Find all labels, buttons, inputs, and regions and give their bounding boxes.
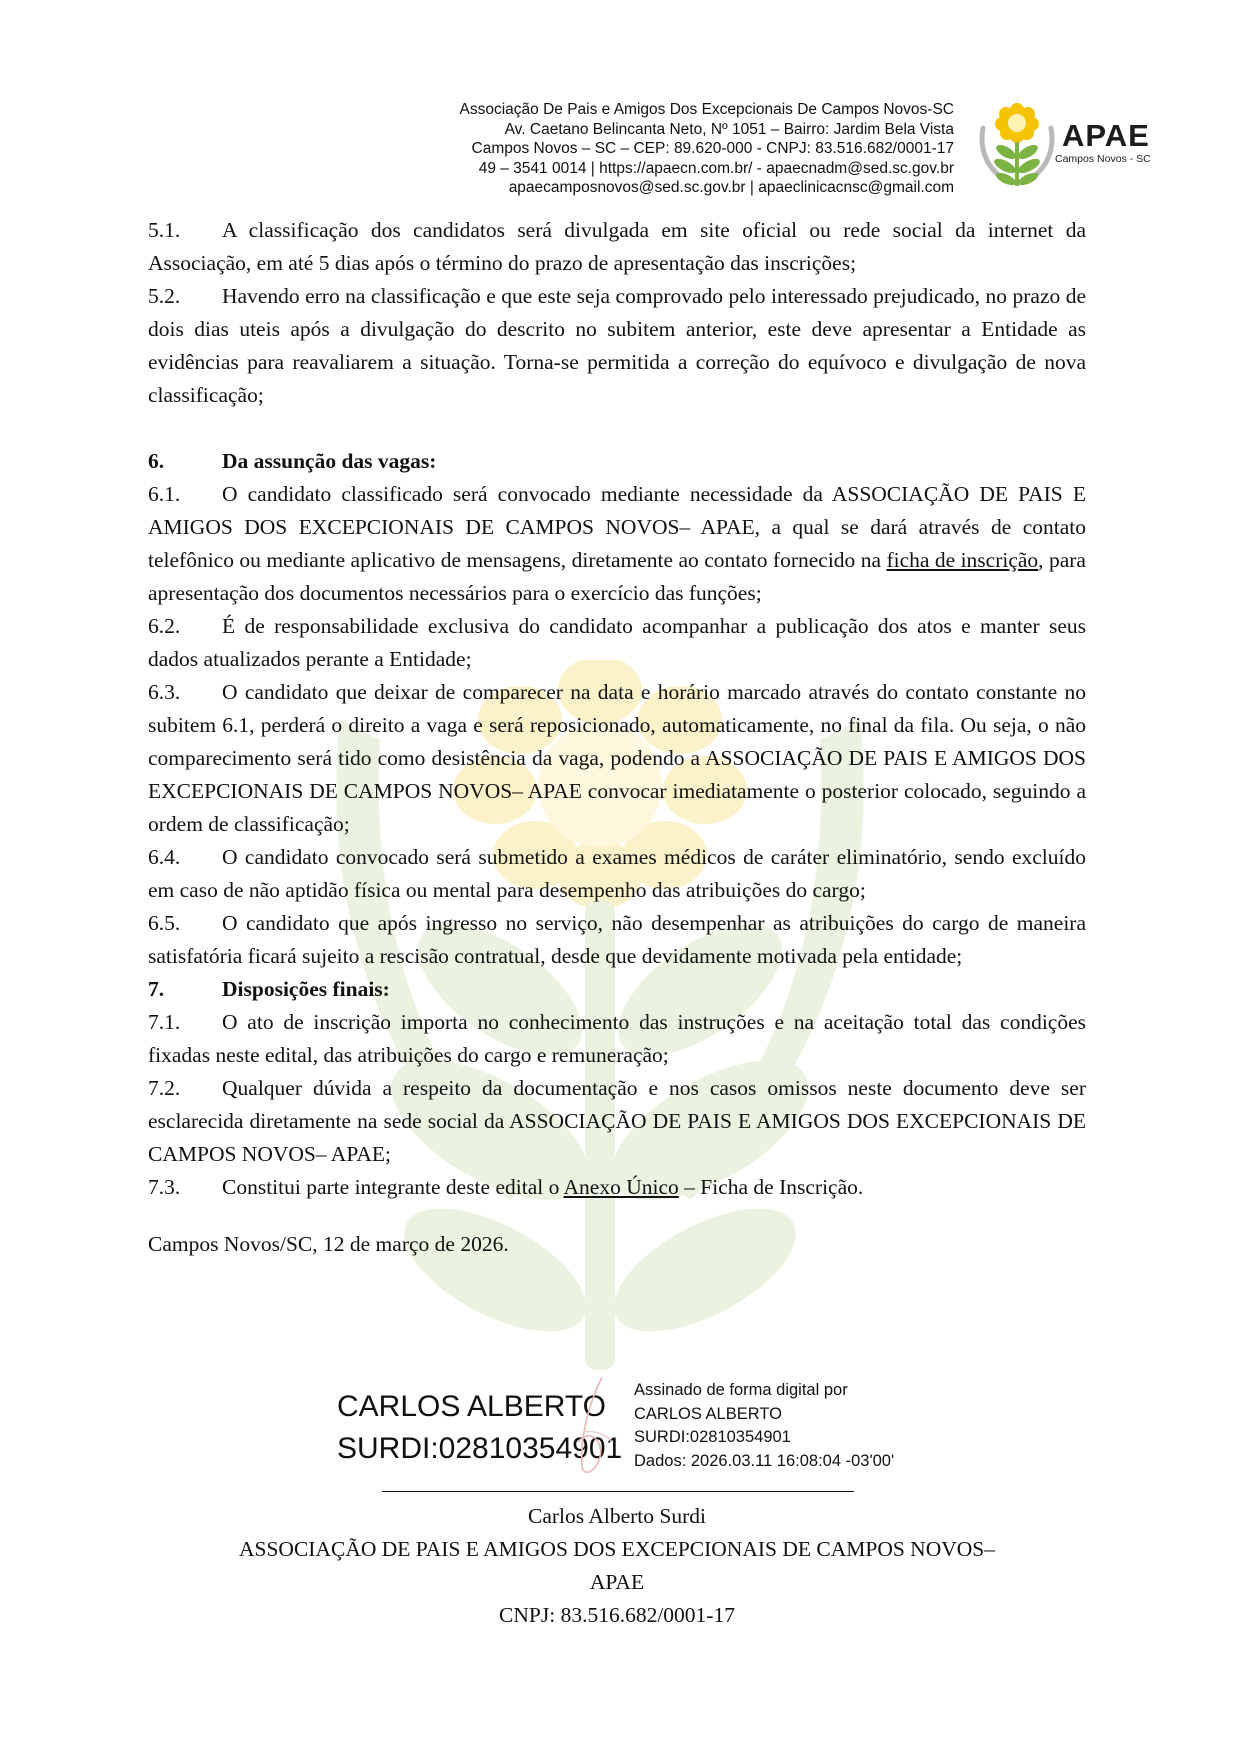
section-title: Da assunção das vagas:: [222, 449, 437, 473]
clause-number: 6.4.: [148, 845, 181, 869]
clause-7-1: [148, 1006, 1086, 1072]
date-line: Campos Novos/SC, 12 de março de 2026.: [148, 1232, 509, 1256]
clause-text: Qualquer dúvida a respeito da documentação e nos casos omissos neste documento deve ser esclarecida diretamente na sede social da ASSOCIAÇÃO DE PAIS E AMIGOS DOS EXCEPCIONAIS DE CAMPOS NOVOS– APAE;: [148, 1076, 1086, 1166]
section-6-heading: [148, 445, 1086, 478]
clause-text: O candidato que deixar de comparecer na data e horário marcado através do contato constante no subitem 6.1, perderá o direito a vaga e será reposicionado, automaticamente, no final da fila. Ou seja, o não comparecimento será tido como desistência da vaga, podendo a ASSOCIAÇÃO DE PAIS E AMIGOS DOS EXCEPCIONAIS DE CAMPOS NOVOS– APAE convocar imediatamente o posterior colocado, seguindo a ordem de classificação;: [148, 680, 1086, 836]
signature-info-line: Assinado de forma digital por: [634, 1381, 848, 1399]
signer-block: [148, 1500, 1086, 1632]
letterhead-line: apaecamposnovos@sed.sc.gov.br | apaeclinicacnsc@gmail.com: [508, 179, 954, 196]
clause-6-1: [148, 478, 1086, 610]
clause-number: 5.1.: [148, 218, 181, 242]
annex-link[interactable]: Anexo Único: [563, 1175, 679, 1199]
clause-7-2: [148, 1072, 1086, 1171]
signature-line: [382, 1491, 854, 1492]
signature-info-line: SURDI:02810354901: [634, 1428, 791, 1446]
clause-text: O candidato classificado será convocado mediante necessidade da ASSOCIAÇÃO DE PAIS E AMIGOS DOS EXCEPCIONAIS DE CAMPOS NOVOS– APAE, a qual se dará através de contato telefônico ou mediante aplicativo de mensagens, diretamente ao contato fornecido na: [148, 482, 1086, 572]
letterhead: [460, 100, 955, 198]
section-number: 7.: [148, 977, 165, 1001]
clause-number: 6.2.: [148, 614, 181, 638]
signature-flourish-icon: [560, 1372, 630, 1482]
signer-cnpj: CNPJ: 83.516.682/0001-17: [499, 1603, 735, 1627]
signature-name-line: CARLOS ALBERTO: [337, 1390, 607, 1423]
clause-text: – Ficha de Inscrição.: [678, 1175, 864, 1199]
letterhead-line: Av. Caetano Belincanta Neto, Nº 1051 – Bairro: Jardim Bela Vista: [504, 120, 954, 138]
clause-number: 5.2.: [148, 284, 181, 308]
signer-organization: APAE: [589, 1570, 645, 1594]
clause-number: 7.3.: [148, 1175, 181, 1199]
clause-text: O candidato que após ingresso no serviço, não desempenhar as atribuições do cargo de maneira satisfatória ficará sujeito a rescisão contratual, desde que devidamente motivada pela entidade;: [148, 911, 1086, 968]
letterhead-line: Campos Novos – SC – CEP: 89.620-000 - CNPJ: 83.516.682/0001-17: [471, 140, 954, 157]
letterhead-line: 49 – 3541 0014 | https://apaecn.com.br/ - apaecnadm@sed.sc.gov.br: [478, 159, 954, 177]
clause-6-4: [148, 841, 1086, 907]
clause-6-3: [148, 676, 1086, 841]
clause-text: É de responsabilidade exclusiva do candidato acompanhar a publicação dos atos e manter seus dados atualizados perante a Entidade;: [148, 614, 1086, 671]
clause-number: 7.1.: [148, 1010, 181, 1034]
clause-number: 6.1.: [148, 482, 181, 506]
clause-5-2: [148, 280, 1086, 412]
clause-number: 7.2.: [148, 1076, 181, 1100]
logo-wordmark: APAE: [1062, 118, 1150, 153]
clause-text: Havendo erro na classificação e que este seja comprovado pelo interessado prejudicado, no prazo de dois dias uteis após a divulgação do descrito no subitem anterior, este deve apresentar a Entidade as evidências para reavaliarem a situação. Torna-se permitida a correção do equívoco e divulgação de nova classificação;: [148, 284, 1086, 407]
signature-info-line: CARLOS ALBERTO: [634, 1404, 782, 1423]
signature-info-line: Dados: 2026.03.11 16:08:04 -03'00': [634, 1451, 895, 1470]
clause-text: Constitui parte integrante deste edital o: [222, 1175, 564, 1199]
letterhead-line: Associação De Pais e Amigos Dos Excepcionais De Campos Novos-SC: [459, 101, 954, 118]
clause-5-1: [148, 214, 1086, 280]
clause-6-5: [148, 907, 1086, 973]
clause-6-2: [148, 610, 1086, 676]
clause-number: 6.3.: [148, 680, 181, 704]
clause-text: A classificação dos candidatos será divulgada em site oficial ou rede social da internet da Associação, em até 5 dias após o término do prazo de apresentação das inscrições;: [148, 218, 1086, 275]
clause-text: O candidato convocado será submetido a exames médicos de caráter eliminatório, sendo excluído em caso de não aptidão física ou mental para desempenho das atribuições do cargo;: [148, 845, 1086, 902]
digital-signature-details: [634, 1379, 894, 1473]
clause-text: O ato de inscrição importa no conhecimento das instruções e na aceitação total das condições fixadas neste edital, das atribuições do cargo e remuneração;: [148, 1010, 1086, 1067]
logo-subtitle: Campos Novos - SC: [1055, 153, 1151, 165]
clause-text: , para apresentação dos documentos necessários para o exercício das funções;: [148, 548, 1086, 605]
signer-organization: ASSOCIAÇÃO DE PAIS E AMIGOS DOS EXCEPCIONAIS DE CAMPOS NOVOS–: [238, 1537, 995, 1561]
section-title: Disposições finais:: [222, 977, 390, 1001]
document-body: [148, 214, 1086, 1261]
signer-name: Carlos Alberto Surdi: [528, 1504, 706, 1528]
signature-name-line: SURDI:02810354901: [337, 1432, 623, 1465]
section-7-heading: [148, 973, 1086, 1006]
registration-form-link[interactable]: ficha de inscrição: [886, 548, 1039, 572]
clause-7-3: [148, 1171, 1086, 1204]
section-number: 6.: [148, 449, 165, 473]
clause-number: 6.5.: [148, 911, 181, 935]
